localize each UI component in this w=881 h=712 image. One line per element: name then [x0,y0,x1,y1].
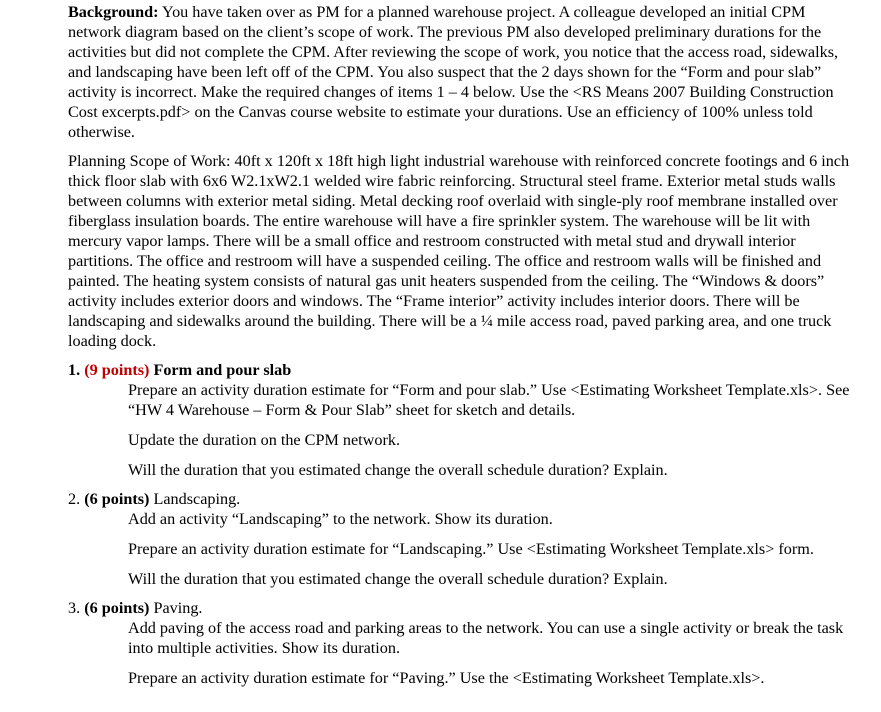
background-label: Background: [68,3,159,21]
question-2-line: Will the duration that you estimated change the overall schedule duration? Explain. [128,570,668,588]
question-1-line: Will the duration that you estimated change the overall schedule duration? Explain. [128,461,668,479]
question-3-points: (6 points) [84,599,150,617]
question-3-number: 3. [68,599,81,617]
question-1-body [68,380,858,480]
question-item-3 [68,598,858,688]
question-1-number: 1. [68,361,81,379]
question-3-title: Paving. [149,599,203,617]
scope-paragraph: Planning Scope of Work: 40ft x 120ft x 18ft high light industrial warehouse with reinforced concrete footings and 6 inch thick floor slab with 6x6 W2.1xW2.1 welded wire fabric reinforcing. Structural steel frame. Exterior metal studs walls between columns with exterior metal siding. Metal decking roof overlaid with single-ply roof membrane installed over fiberglass insulation boards. The entire warehouse will have a fire sprinkler system. The warehouse will be lit with mercury vapor lamps. There will be a small office and restroom constructed with metal stud and drywall interior partitions. The office and restroom will have a suspended ceiling. The office and restroom walls will be finished and painted. The heating system consists of natural gas unit heaters suspended from the ceiling. The “Windows & doors” activity includes exterior doors and windows. The “Frame interior” activity includes interior doors. There will be landscaping and sidewalks around the building. There will be a ¼ mile access road, paved parking area, and one truck loading dock. [68,152,850,350]
question-3-body [68,618,858,688]
document-page [68,0,858,688]
question-2-title: Landscaping. [149,490,241,508]
question-2-heading [68,489,858,509]
question-2-line: Prepare an activity duration estimate for “Landscaping.” Use <Estimating Worksheet Template.xls> form. [128,540,814,558]
question-item-2 [68,489,858,589]
background-paragraph [68,2,858,142]
question-2-body [68,509,858,589]
question-3-line: Prepare an activity duration estimate for “Paving.” Use the <Estimating Worksheet Template.xls>. [128,669,765,687]
question-1-line: Update the duration on the CPM network. [128,431,400,449]
question-3-line: Add paving of the access road and parking areas to the network. You can use a single activity or break the task into multiple activities. Show its duration. [128,619,844,657]
question-1-line: Prepare an activity duration estimate for “Form and pour slab.” Use <Estimating Worksheet Template.xls>. See “HW 4 Warehouse – Form & Pour Slab” sheet for sketch and details. [128,381,850,419]
question-item-1 [68,360,858,480]
question-1-heading [68,360,858,380]
question-1-points: (9 points) [84,361,150,379]
question-1-title: Form and pour slab [149,361,292,379]
question-3-heading [68,598,858,618]
question-2-line: Add an activity “Landscaping” to the network. Show its duration. [128,510,553,528]
question-2-number: 2. [68,490,81,508]
background-text: You have taken over as PM for a planned warehouse project. A colleague developed an initial CPM network diagram based on the client’s scope of work. The previous PM also developed preliminary durations for the activities but did not complete the CPM. After reviewing the scope of work, you notice that the access road, sidewalks, and landscaping have been left off of the CPM. You also suspect that the 2 days shown for the “Form and pour slab” activity is incorrect. Make the required changes of items 1 – 4 below. Use the <RS Means 2007 Building Construction Cost excerpts.pdf> on the Canvas course website to estimate your durations. Use an efficiency of 100% unless told otherwise. [68,3,839,141]
question-2-points: (6 points) [84,490,150,508]
